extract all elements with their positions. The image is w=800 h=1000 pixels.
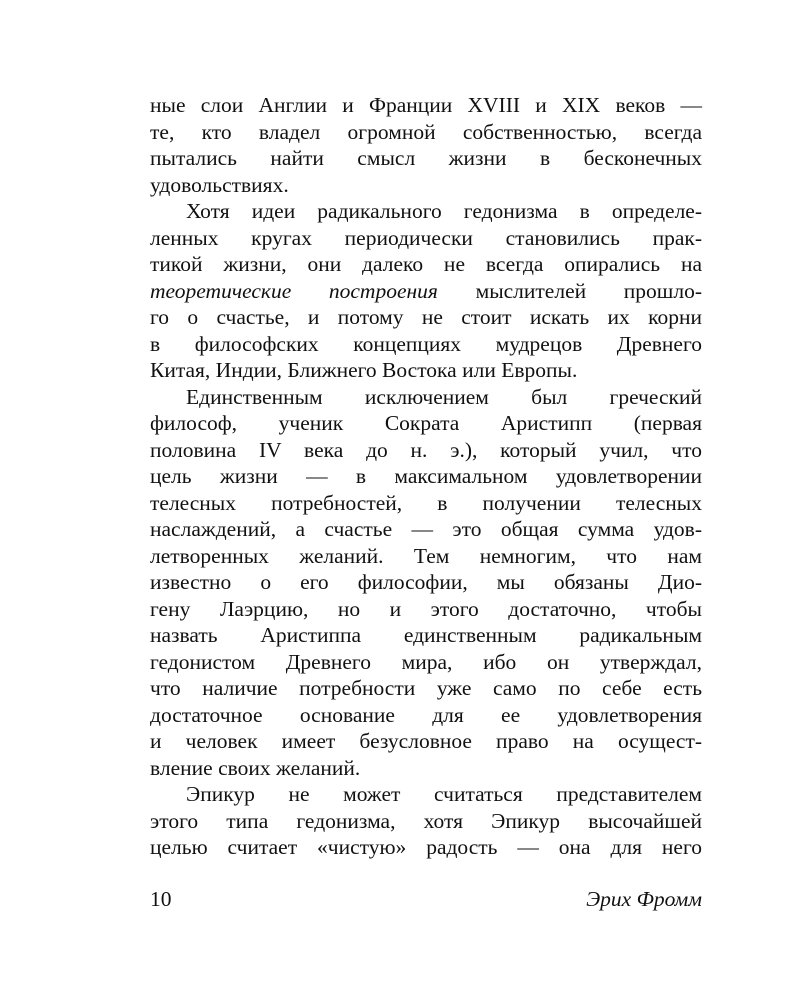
text-line: Китая, Индии, Ближнего Востока или Европы.: [150, 358, 578, 382]
page-footer: [150, 884, 702, 914]
running-title: Эрих Фромм: [586, 887, 702, 911]
text-line: Единственным исключением был греческий: [186, 384, 702, 409]
text-line: тикой жизни, они далеко не всегда опирались на: [150, 252, 702, 276]
text-line: ные слои Англии и Франции XVIII и XIX веков —: [150, 93, 702, 117]
text-line: известно о его философии, мы обязаны Дио-: [150, 570, 702, 594]
text-line: что наличие потребности уже само по себе есть: [150, 676, 702, 700]
text-line: пытались найти смысл жизни в бесконечных: [150, 146, 702, 170]
text-body: [150, 92, 702, 861]
text-line: этого типа гедонизма, хотя Эпикур высочайшей: [150, 808, 702, 833]
text-line: вление своих желаний.: [150, 755, 361, 780]
text-line: целью считает «чистую» радость — она для него: [150, 835, 702, 859]
text-line: назвать Аристиппа единственным радикальным: [150, 623, 702, 647]
text-line: гену Лаэрцию, но и этого достаточно, чтобы: [150, 596, 702, 621]
text-line: цель жизни — в максимальном удовлетворении: [150, 464, 702, 488]
text-line: [150, 278, 702, 305]
text-line: философ, ученик Сократа Аристипп (первая: [150, 411, 702, 435]
page-number: 10: [150, 887, 172, 911]
text-line: в философских концепциях мудрецов Древнего: [150, 331, 702, 356]
text-line: те, кто владел огромной собственностью, всегда: [150, 119, 702, 144]
text-line: летворенных желаний. Тем немногим, что нам: [150, 543, 702, 568]
text-line: достаточное основание для ее удовлетворения: [150, 702, 702, 727]
text-line: Хотя идеи радикального гедонизма в определе-: [186, 199, 702, 223]
text-line: гедонистом Древнего мира, ибо он утверждал,: [150, 649, 702, 674]
text-line-rest: мыслителей прошло-: [437, 278, 702, 303]
italic-phrase: теоретические построения: [150, 278, 438, 303]
text-line: телесных потребностей, в получении телесных: [150, 490, 702, 515]
text-line: удовольствиях.: [150, 172, 289, 197]
text-line: ленных кругах периодически становились прак-: [150, 225, 702, 250]
text-line: и человек имеет безусловное право на осущест-: [150, 729, 702, 753]
text-line: Эпикур не может считаться представителем: [186, 782, 702, 806]
text-line: половина IV века до н. э.), который учил, что: [150, 437, 702, 462]
text-line: наслаждений, а счастье — это общая сумма удов-: [150, 517, 702, 541]
text-line: го о счастье, и потому не стоит искать их корни: [150, 305, 702, 329]
